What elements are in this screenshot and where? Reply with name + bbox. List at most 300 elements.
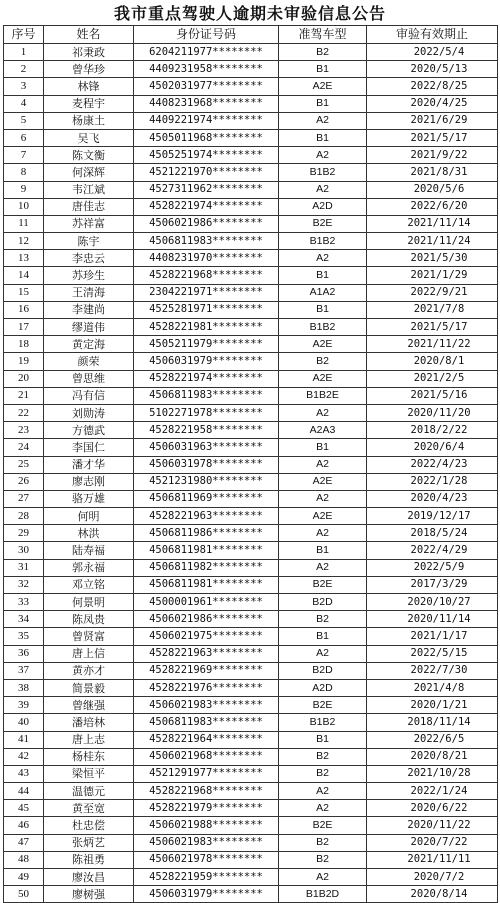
- cell-id-number: 4528221958********: [134, 422, 279, 439]
- cell-name: 黄至宽: [44, 800, 134, 817]
- cell-serial: 44: [4, 783, 44, 800]
- cell-serial: 11: [4, 215, 44, 232]
- cell-serial: 42: [4, 748, 44, 765]
- cell-valid-until: 2021/1/29: [367, 267, 498, 284]
- cell-name: 何景明: [44, 594, 134, 611]
- cell-serial: 39: [4, 697, 44, 714]
- cell-valid-until: 2021/5/17: [367, 129, 498, 146]
- table-row: [4, 508, 498, 525]
- cell-license-type: A2: [279, 783, 367, 800]
- table-row: [4, 181, 498, 198]
- table-row: [4, 800, 498, 817]
- cell-name: 陈文衡: [44, 147, 134, 164]
- cell-name: 郭永福: [44, 559, 134, 576]
- cell-license-type: B1B2: [279, 319, 367, 336]
- cell-name: 杨桂东: [44, 748, 134, 765]
- cell-id-number: 4528221974********: [134, 198, 279, 215]
- table-row: [4, 336, 498, 353]
- cell-valid-until: 2021/4/8: [367, 679, 498, 696]
- cell-license-type: B1: [279, 95, 367, 112]
- table-row: [4, 542, 498, 559]
- table-row: [4, 198, 498, 215]
- cell-serial: 27: [4, 490, 44, 507]
- table-row: [4, 628, 498, 645]
- table-row: [4, 576, 498, 593]
- cell-license-type: A2E: [279, 336, 367, 353]
- cell-name: 林洪: [44, 525, 134, 542]
- table-row: [4, 886, 498, 903]
- cell-valid-until: 2020/1/21: [367, 697, 498, 714]
- table-row: [4, 95, 498, 112]
- cell-valid-until: 2022/5/9: [367, 559, 498, 576]
- cell-license-type: A2: [279, 559, 367, 576]
- cell-valid-until: 2021/8/31: [367, 164, 498, 181]
- cell-name: 廖志刚: [44, 473, 134, 490]
- cell-id-number: 4528221963********: [134, 645, 279, 662]
- cell-name: 曾贤富: [44, 628, 134, 645]
- cell-license-type: A2D: [279, 198, 367, 215]
- table-row: [4, 112, 498, 129]
- cell-name: 骆万雄: [44, 490, 134, 507]
- cell-valid-until: 2021/1/17: [367, 628, 498, 645]
- cell-serial: 26: [4, 473, 44, 490]
- cell-id-number: 4408231968********: [134, 95, 279, 112]
- cell-name: 缪道伟: [44, 319, 134, 336]
- cell-license-type: B2: [279, 851, 367, 868]
- table-row: [4, 404, 498, 421]
- cell-name: 廖树强: [44, 886, 134, 903]
- cell-serial: 43: [4, 765, 44, 782]
- cell-name: 潘培林: [44, 714, 134, 731]
- cell-id-number: 4500001961********: [134, 594, 279, 611]
- cell-valid-until: 2020/4/25: [367, 95, 498, 112]
- cell-name: 杨康土: [44, 112, 134, 129]
- cell-id-number: 4528221968********: [134, 783, 279, 800]
- cell-name: 方德武: [44, 422, 134, 439]
- cell-id-number: 4502031977********: [134, 78, 279, 95]
- cell-license-type: B2E: [279, 576, 367, 593]
- cell-id-number: 4506021978********: [134, 851, 279, 868]
- header-serial: 序号: [4, 26, 44, 44]
- table-row: [4, 164, 498, 181]
- cell-license-type: A2: [279, 869, 367, 886]
- cell-license-type: B1: [279, 628, 367, 645]
- cell-id-number: 4528221976********: [134, 679, 279, 696]
- cell-valid-until: 2021/10/28: [367, 765, 498, 782]
- cell-valid-until: 2018/5/24: [367, 525, 498, 542]
- cell-valid-until: 2017/3/29: [367, 576, 498, 593]
- cell-id-number: 4521291977********: [134, 765, 279, 782]
- cell-serial: 5: [4, 112, 44, 129]
- cell-name: 陆寿福: [44, 542, 134, 559]
- cell-serial: 22: [4, 404, 44, 421]
- cell-license-type: A2D: [279, 679, 367, 696]
- table-row: [4, 370, 498, 387]
- cell-name: 韦江斌: [44, 181, 134, 198]
- cell-name: 曾思维: [44, 370, 134, 387]
- cell-name: 唐上志: [44, 731, 134, 748]
- cell-serial: 14: [4, 267, 44, 284]
- table-row: [4, 215, 498, 232]
- cell-license-type: A2: [279, 181, 367, 198]
- cell-serial: 37: [4, 662, 44, 679]
- cell-serial: 36: [4, 645, 44, 662]
- cell-id-number: 4506811981********: [134, 542, 279, 559]
- cell-valid-until: 2021/5/16: [367, 387, 498, 404]
- cell-id-number: 4528221969********: [134, 662, 279, 679]
- cell-id-number: 4506811982********: [134, 559, 279, 576]
- cell-license-type: B2: [279, 353, 367, 370]
- cell-license-type: B1: [279, 439, 367, 456]
- cell-valid-until: 2021/5/30: [367, 250, 498, 267]
- cell-license-type: B1: [279, 731, 367, 748]
- cell-valid-until: 2022/4/29: [367, 542, 498, 559]
- cell-id-number: 4528221963********: [134, 508, 279, 525]
- cell-serial: 19: [4, 353, 44, 370]
- cell-license-type: B2E: [279, 697, 367, 714]
- cell-valid-until: 2021/7/8: [367, 301, 498, 318]
- cell-serial: 23: [4, 422, 44, 439]
- cell-name: 李国仁: [44, 439, 134, 456]
- cell-license-type: A2E: [279, 508, 367, 525]
- cell-serial: 18: [4, 336, 44, 353]
- cell-serial: 1: [4, 44, 44, 61]
- cell-license-type: A2: [279, 404, 367, 421]
- table-row: [4, 869, 498, 886]
- cell-name: 祁秉政: [44, 44, 134, 61]
- cell-license-type: B1: [279, 61, 367, 78]
- cell-valid-until: 2020/11/14: [367, 611, 498, 628]
- cell-id-number: 4506021986********: [134, 215, 279, 232]
- cell-license-type: A2E: [279, 473, 367, 490]
- cell-license-type: B1B2D: [279, 886, 367, 903]
- table-row: [4, 319, 498, 336]
- cell-serial: 2: [4, 61, 44, 78]
- cell-serial: 6: [4, 129, 44, 146]
- cell-serial: 9: [4, 181, 44, 198]
- cell-valid-until: 2020/6/22: [367, 800, 498, 817]
- cell-license-type: B1B2: [279, 233, 367, 250]
- cell-serial: 21: [4, 387, 44, 404]
- table-row: [4, 301, 498, 318]
- cell-serial: 33: [4, 594, 44, 611]
- cell-valid-until: 2021/6/29: [367, 112, 498, 129]
- cell-valid-until: 2022/7/30: [367, 662, 498, 679]
- cell-id-number: 4506021983********: [134, 834, 279, 851]
- cell-serial: 48: [4, 851, 44, 868]
- cell-license-type: B2: [279, 611, 367, 628]
- cell-id-number: 4528221979********: [134, 800, 279, 817]
- cell-name: 刘勋涛: [44, 404, 134, 421]
- cell-id-number: 4525281971********: [134, 301, 279, 318]
- cell-name: 唐上信: [44, 645, 134, 662]
- cell-name: 邓立铭: [44, 576, 134, 593]
- cell-id-number: 4506031963********: [134, 439, 279, 456]
- cell-serial: 15: [4, 284, 44, 301]
- cell-valid-until: 2022/5/4: [367, 44, 498, 61]
- cell-serial: 8: [4, 164, 44, 181]
- table-row: [4, 233, 498, 250]
- cell-valid-until: 2020/5/6: [367, 181, 498, 198]
- table-row: [4, 422, 498, 439]
- table-row: [4, 456, 498, 473]
- cell-license-type: A2: [279, 456, 367, 473]
- cell-name: 何深辉: [44, 164, 134, 181]
- cell-id-number: 4506031979********: [134, 353, 279, 370]
- table-row: [4, 731, 498, 748]
- cell-name: 曾华珍: [44, 61, 134, 78]
- cell-id-number: 4521221970********: [134, 164, 279, 181]
- cell-name: 温德元: [44, 783, 134, 800]
- cell-serial: 28: [4, 508, 44, 525]
- cell-name: 吴飞: [44, 129, 134, 146]
- cell-serial: 12: [4, 233, 44, 250]
- table-row: [4, 525, 498, 542]
- table-row: [4, 645, 498, 662]
- cell-id-number: 4528221974********: [134, 370, 279, 387]
- cell-id-number: 4528221981********: [134, 319, 279, 336]
- cell-valid-until: 2020/8/14: [367, 886, 498, 903]
- cell-id-number: 4505011968********: [134, 129, 279, 146]
- cell-valid-until: 2020/11/20: [367, 404, 498, 421]
- cell-name: 李建尚: [44, 301, 134, 318]
- cell-valid-until: 2020/8/21: [367, 748, 498, 765]
- table-row: [4, 851, 498, 868]
- cell-license-type: A2: [279, 525, 367, 542]
- cell-serial: 16: [4, 301, 44, 318]
- cell-valid-until: 2019/12/17: [367, 508, 498, 525]
- table-row: [4, 353, 498, 370]
- cell-valid-until: 2021/2/5: [367, 370, 498, 387]
- cell-serial: 34: [4, 611, 44, 628]
- cell-license-type: B1: [279, 129, 367, 146]
- cell-valid-until: 2020/5/13: [367, 61, 498, 78]
- cell-valid-until: 2020/6/4: [367, 439, 498, 456]
- cell-name: 潘才华: [44, 456, 134, 473]
- cell-serial: 10: [4, 198, 44, 215]
- cell-license-type: B1B2E: [279, 387, 367, 404]
- cell-serial: 49: [4, 869, 44, 886]
- cell-id-number: 4527311962********: [134, 181, 279, 198]
- cell-id-number: 4506021988********: [134, 817, 279, 834]
- cell-license-type: B1B2: [279, 714, 367, 731]
- cell-name: 麦程宇: [44, 95, 134, 112]
- table-row: [4, 250, 498, 267]
- cell-license-type: B2E: [279, 817, 367, 834]
- cell-valid-until: 2020/10/27: [367, 594, 498, 611]
- cell-name: 杜忠偿: [44, 817, 134, 834]
- cell-license-type: B1B2: [279, 164, 367, 181]
- cell-serial: 50: [4, 886, 44, 903]
- table-row: [4, 129, 498, 146]
- cell-license-type: B2: [279, 44, 367, 61]
- cell-valid-until: 2022/1/24: [367, 783, 498, 800]
- cell-valid-until: 2021/9/22: [367, 147, 498, 164]
- table-row: [4, 714, 498, 731]
- cell-license-type: B1: [279, 267, 367, 284]
- cell-name: 冯有信: [44, 387, 134, 404]
- cell-name: 梁恒平: [44, 765, 134, 782]
- cell-name: 廖汝昌: [44, 869, 134, 886]
- cell-license-type: A2: [279, 490, 367, 507]
- cell-id-number: 4506811986********: [134, 525, 279, 542]
- cell-license-type: A2E: [279, 78, 367, 95]
- cell-license-type: A1A2: [279, 284, 367, 301]
- cell-id-number: 4409221974********: [134, 112, 279, 129]
- cell-license-type: A2: [279, 645, 367, 662]
- cell-name: 张炳艺: [44, 834, 134, 851]
- cell-name: 陈宇: [44, 233, 134, 250]
- cell-name: 简景毅: [44, 679, 134, 696]
- notice-title: 我市重点驾驶人逾期未审验信息公告: [113, 4, 386, 23]
- cell-id-number: 4521231980********: [134, 473, 279, 490]
- cell-license-type: B2E: [279, 215, 367, 232]
- cell-name: 曾继强: [44, 697, 134, 714]
- cell-valid-until: 2020/7/22: [367, 834, 498, 851]
- cell-valid-until: 2020/4/23: [367, 490, 498, 507]
- cell-serial: 7: [4, 147, 44, 164]
- cell-serial: 3: [4, 78, 44, 95]
- cell-name: 唐佳志: [44, 198, 134, 215]
- driver-table: [3, 25, 498, 903]
- cell-name: 陈凤贵: [44, 611, 134, 628]
- cell-name: 颜荣: [44, 353, 134, 370]
- table-row: [4, 439, 498, 456]
- cell-serial: 47: [4, 834, 44, 851]
- table-row: [4, 817, 498, 834]
- table-row: [4, 387, 498, 404]
- cell-license-type: A2: [279, 800, 367, 817]
- cell-serial: 45: [4, 800, 44, 817]
- table-row: [4, 473, 498, 490]
- cell-valid-until: 2018/2/22: [367, 422, 498, 439]
- cell-license-type: B2: [279, 765, 367, 782]
- table-row: [4, 78, 498, 95]
- table-row: [4, 765, 498, 782]
- table-row: [4, 748, 498, 765]
- cell-name: 李忠云: [44, 250, 134, 267]
- cell-serial: 17: [4, 319, 44, 336]
- cell-id-number: 4506021975********: [134, 628, 279, 645]
- cell-id-number: 4506021986********: [134, 611, 279, 628]
- cell-name: 何明: [44, 508, 134, 525]
- cell-valid-until: 2022/9/21: [367, 284, 498, 301]
- cell-id-number: 6204211977********: [134, 44, 279, 61]
- cell-id-number: 4506811981********: [134, 576, 279, 593]
- cell-id-number: 4506811983********: [134, 387, 279, 404]
- cell-serial: 13: [4, 250, 44, 267]
- cell-serial: 38: [4, 679, 44, 696]
- table-row: [4, 490, 498, 507]
- cell-valid-until: 2021/11/24: [367, 233, 498, 250]
- cell-valid-until: 2022/4/23: [367, 456, 498, 473]
- cell-name: 黄定海: [44, 336, 134, 353]
- table-row: [4, 697, 498, 714]
- table-row: [4, 44, 498, 61]
- cell-id-number: 4506031979********: [134, 886, 279, 903]
- table-row: [4, 679, 498, 696]
- cell-name: 黄亦才: [44, 662, 134, 679]
- header-name: 姓名: [44, 26, 134, 44]
- cell-id-number: 4408231970********: [134, 250, 279, 267]
- cell-valid-until: 2022/5/15: [367, 645, 498, 662]
- cell-id-number: 4528221959********: [134, 869, 279, 886]
- cell-id-number: 2304221971********: [134, 284, 279, 301]
- cell-valid-until: 2021/11/11: [367, 851, 498, 868]
- table-row: [4, 611, 498, 628]
- header-id-number: 身份证号码: [134, 26, 279, 44]
- table-header-row: [4, 26, 498, 44]
- table-row: [4, 662, 498, 679]
- cell-license-type: B2: [279, 748, 367, 765]
- cell-license-type: A2: [279, 147, 367, 164]
- cell-serial: 32: [4, 576, 44, 593]
- cell-serial: 24: [4, 439, 44, 456]
- table-row: [4, 783, 498, 800]
- header-license-type: 准驾车型: [279, 26, 367, 44]
- cell-id-number: 4506021983********: [134, 697, 279, 714]
- cell-id-number: 4506811983********: [134, 233, 279, 250]
- cell-license-type: B2: [279, 834, 367, 851]
- cell-valid-until: 2020/8/1: [367, 353, 498, 370]
- cell-valid-until: 2022/6/20: [367, 198, 498, 215]
- header-valid-until: 审验有效期止: [367, 26, 498, 44]
- cell-name: 林锋: [44, 78, 134, 95]
- cell-license-type: B1: [279, 301, 367, 318]
- cell-valid-until: 2022/8/25: [367, 78, 498, 95]
- cell-serial: 29: [4, 525, 44, 542]
- cell-serial: 30: [4, 542, 44, 559]
- cell-name: 王清海: [44, 284, 134, 301]
- table-row: [4, 284, 498, 301]
- table-row: [4, 594, 498, 611]
- table-row: [4, 61, 498, 78]
- cell-valid-until: 2021/11/14: [367, 215, 498, 232]
- cell-license-type: A2A3: [279, 422, 367, 439]
- cell-id-number: 4506031978********: [134, 456, 279, 473]
- cell-license-type: B2D: [279, 662, 367, 679]
- table-row: [4, 834, 498, 851]
- cell-id-number: 4505251974********: [134, 147, 279, 164]
- cell-serial: 25: [4, 456, 44, 473]
- cell-valid-until: 2021/11/22: [367, 336, 498, 353]
- cell-serial: 40: [4, 714, 44, 731]
- cell-id-number: 4528221964********: [134, 731, 279, 748]
- cell-serial: 31: [4, 559, 44, 576]
- cell-serial: 4: [4, 95, 44, 112]
- table-row: [4, 559, 498, 576]
- cell-valid-until: 2022/1/28: [367, 473, 498, 490]
- cell-license-type: A2: [279, 250, 367, 267]
- table-row: [4, 267, 498, 284]
- cell-valid-until: 2022/6/5: [367, 731, 498, 748]
- cell-license-type: B1: [279, 542, 367, 559]
- cell-license-type: A2E: [279, 370, 367, 387]
- cell-id-number: 4506021968********: [134, 748, 279, 765]
- cell-serial: 41: [4, 731, 44, 748]
- cell-license-type: B2D: [279, 594, 367, 611]
- cell-valid-until: 2020/7/2: [367, 869, 498, 886]
- cell-name: 苏祥富: [44, 215, 134, 232]
- cell-serial: 35: [4, 628, 44, 645]
- table-row: [4, 147, 498, 164]
- cell-id-number: 4506811969********: [134, 490, 279, 507]
- cell-serial: 46: [4, 817, 44, 834]
- cell-name: 陈祖勇: [44, 851, 134, 868]
- cell-valid-until: 2018/11/14: [367, 714, 498, 731]
- cell-id-number: 4505211979********: [134, 336, 279, 353]
- cell-license-type: A2: [279, 112, 367, 129]
